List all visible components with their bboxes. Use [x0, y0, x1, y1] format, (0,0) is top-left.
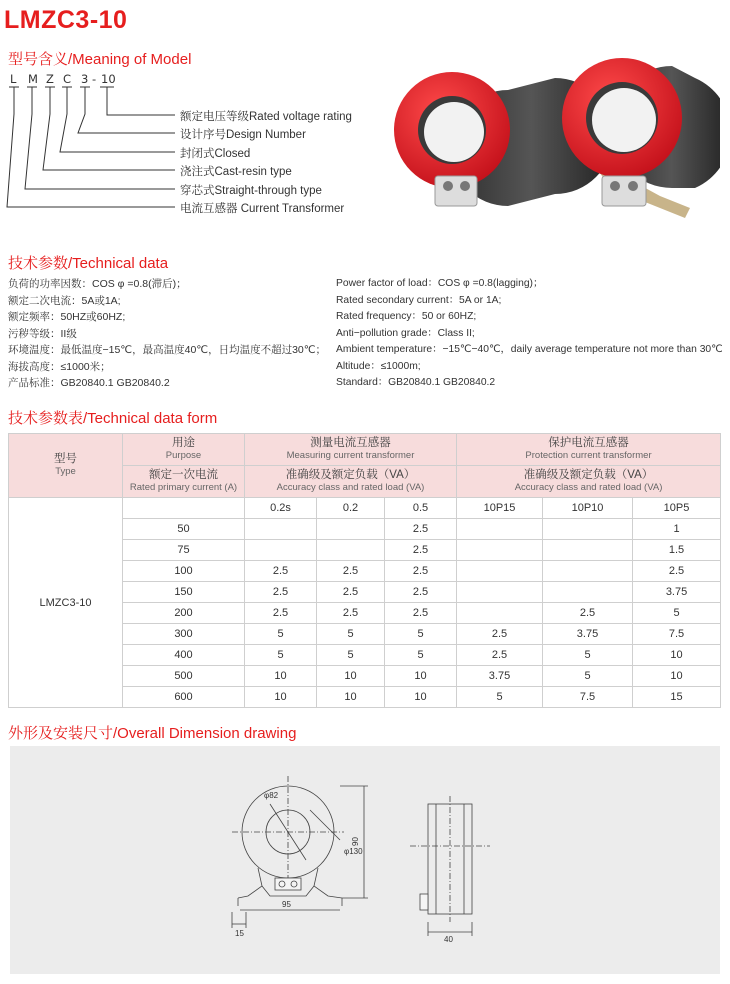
value-cell: 2.5 — [385, 561, 457, 582]
rated-header-en: Rated primary current (A) — [129, 482, 238, 493]
measuring-accuracy-header — [245, 466, 457, 498]
value-cell: 2.5 — [457, 645, 543, 666]
value-cell: 2.5 — [543, 603, 633, 624]
model-item-voltage: 额定电压等级Rated voltage rating — [180, 111, 352, 123]
value-cell: 2.5 — [457, 624, 543, 645]
purpose-header-cn: 用途 — [172, 437, 195, 449]
current-cell: 150 — [123, 582, 245, 603]
value-cell: 5 — [633, 603, 721, 624]
value-cell: 2.5 — [317, 603, 385, 624]
value-cell — [457, 603, 543, 624]
dimension-drawing-heading: 外形及安装尺寸/Overall Dimension drawing — [8, 725, 297, 742]
value-cell: 2.5 — [633, 561, 721, 582]
value-cell: 10 — [385, 666, 457, 687]
current-cell: 600 — [123, 687, 245, 708]
value-cell: 7.5 — [543, 687, 633, 708]
accuracy-header-en: Accuracy class and rated load (VA) — [276, 482, 425, 493]
model-item-cast: 浇注式Cast-resin type — [180, 166, 292, 178]
code-char: 10 — [101, 72, 116, 86]
value-cell: 10 — [245, 666, 317, 687]
protection-header — [457, 434, 721, 466]
value-cell — [457, 561, 543, 582]
value-cell: 10 — [633, 645, 721, 666]
value-cell: 10 — [633, 666, 721, 687]
page-title: LMZC3-10 — [4, 6, 128, 34]
class-header: 10P10 — [543, 498, 633, 519]
value-cell: 2.5 — [385, 519, 457, 540]
technical-data-table — [8, 433, 721, 708]
value-cell: 5 — [317, 624, 385, 645]
tech-cn-line: 额定二次电流：5A或1A; — [8, 294, 121, 307]
accuracy-header-cn: 准确级及额定负载（VA） — [523, 469, 654, 481]
accuracy-header-en: Accuracy class and rated load (VA) — [514, 482, 663, 493]
technical-form-heading: 技术参数表/Technical data form — [8, 410, 218, 427]
current-cell: 400 — [123, 645, 245, 666]
technical-data-heading: 技术参数/Technical data — [8, 255, 169, 272]
value-cell: 5 — [543, 666, 633, 687]
value-cell: 7.5 — [633, 624, 721, 645]
value-cell: 5 — [245, 645, 317, 666]
tech-en-line: Rated secondary current：5A or 1A; — [336, 294, 502, 306]
value-cell: 10 — [245, 687, 317, 708]
value-cell: 5 — [317, 645, 385, 666]
value-cell — [457, 582, 543, 603]
tech-en-line: Anti−pollution grade：Class II; — [336, 327, 475, 339]
value-cell — [245, 519, 317, 540]
dim-depth: 40 — [444, 935, 453, 944]
dimension-drawing-panel — [10, 746, 720, 974]
value-cell: 5 — [385, 624, 457, 645]
model-item-closed: 封闭式Closed — [180, 148, 251, 160]
current-cell: 300 — [123, 624, 245, 645]
value-cell — [543, 540, 633, 561]
ct-right — [562, 58, 720, 218]
code-char: - — [92, 72, 97, 86]
tech-cn-line: 额定频率：50HZ或60HZ; — [8, 311, 126, 323]
current-cell: 500 — [123, 666, 245, 687]
model-cell: LMZC3-10 — [9, 498, 123, 708]
tech-cn-line: 环境温度：最低温度−15℃，最高温度40℃，日均温度不超过30℃； — [8, 344, 327, 356]
dim-width: 95 — [282, 900, 291, 909]
rated-current-header — [123, 466, 245, 498]
tech-cn-line: 产品标准：GB20840.1 GB20840.2 — [8, 377, 170, 389]
code-char: M — [28, 72, 38, 86]
type-header-en: Type — [55, 466, 76, 477]
protection-header-cn: 保护电流互感器 — [548, 437, 629, 449]
dim-base: 15 — [235, 929, 244, 938]
code-char: 3 — [81, 72, 89, 86]
tech-en-line: Ambient temperature：−15℃−40℃，daily average temperature not more than 30℃ — [336, 344, 723, 355]
value-cell: 2.5 — [317, 582, 385, 603]
protection-header-en: Protection current transformer — [525, 450, 652, 461]
model-leader-lines — [0, 0, 200, 220]
value-cell: 2.5 — [245, 561, 317, 582]
value-cell: 5 — [543, 645, 633, 666]
value-cell — [543, 561, 633, 582]
value-cell — [317, 540, 385, 561]
purpose-header-en: Purpose — [165, 450, 202, 461]
class-header: 0.2s — [245, 498, 317, 519]
product-photo — [390, 48, 720, 238]
tech-en-line: Rated frequency：50 or 60HZ; — [336, 311, 477, 322]
type-header — [9, 434, 123, 498]
technical-data-en — [336, 276, 723, 392]
dim-height: 90 — [351, 837, 360, 846]
value-cell — [457, 519, 543, 540]
dim-outer-diameter: φ130 — [344, 847, 363, 856]
value-cell: 1.5 — [633, 540, 721, 561]
class-header: 0.5 — [385, 498, 457, 519]
current-cell: 200 — [123, 603, 245, 624]
value-cell: 3.75 — [457, 666, 543, 687]
model-item-through: 穿芯式Straight-through type — [180, 185, 322, 197]
value-cell: 10 — [385, 687, 457, 708]
value-cell: 3.75 — [633, 582, 721, 603]
class-header: 10P5 — [633, 498, 721, 519]
value-cell: 2.5 — [245, 603, 317, 624]
value-cell — [543, 519, 633, 540]
value-cell: 3.75 — [543, 624, 633, 645]
type-header-cn: 型号 — [54, 453, 77, 465]
value-cell: 2.5 — [385, 540, 457, 561]
value-cell — [457, 540, 543, 561]
measuring-header — [245, 434, 457, 466]
value-cell: 10 — [317, 687, 385, 708]
accuracy-header-cn: 准确级及额定负载（VA） — [285, 469, 416, 481]
value-cell: 5 — [385, 645, 457, 666]
current-cell: 100 — [123, 561, 245, 582]
value-cell — [317, 519, 385, 540]
rated-header-cn: 额定一次电流 — [149, 469, 218, 481]
technical-data-cn — [8, 276, 326, 392]
tech-cn-line: 污秽等级：II级 — [8, 327, 77, 340]
measuring-header-cn: 测量电流互感器 — [310, 437, 391, 449]
value-cell: 2.5 — [317, 561, 385, 582]
tech-en-line: Altitude：≤1000m; — [336, 360, 421, 372]
code-char: C — [63, 72, 72, 86]
tech-en-line: Standard：GB20840.1 GB20840.2 — [336, 377, 496, 388]
value-cell: 5 — [457, 687, 543, 708]
value-cell: 15 — [633, 687, 721, 708]
dim-inner-diameter: φ82 — [264, 791, 279, 800]
code-char: L — [10, 72, 17, 86]
value-cell: 2.5 — [385, 582, 457, 603]
measuring-header-en: Measuring current transformer — [286, 450, 415, 461]
tech-cn-line: 海拔高度：≤1000米； — [8, 360, 111, 373]
code-char: Z — [46, 72, 54, 86]
class-header: 0.2 — [317, 498, 385, 519]
value-cell — [543, 582, 633, 603]
current-cell: 75 — [123, 540, 245, 561]
value-cell: 1 — [633, 519, 721, 540]
model-meaning-heading: 型号含义/Meaning of Model — [8, 51, 192, 68]
value-cell: 2.5 — [245, 582, 317, 603]
value-cell: 10 — [317, 666, 385, 687]
current-cell — [123, 498, 245, 519]
class-header: 10P15 — [457, 498, 543, 519]
tech-en-line: Power factor of load：COS φ =0.8(lagging)； — [336, 278, 544, 289]
dimension-drawing — [10, 746, 720, 974]
value-cell — [245, 540, 317, 561]
model-item-design: 设计序号Design Number — [180, 129, 306, 141]
value-cell: 2.5 — [385, 603, 457, 624]
model-item-ct: 电流互感器 Current Transformer — [180, 203, 345, 215]
protection-accuracy-header — [457, 466, 721, 498]
current-cell: 50 — [123, 519, 245, 540]
purpose-header — [123, 434, 245, 466]
value-cell: 5 — [245, 624, 317, 645]
tech-cn-line: 负荷的功率因数：COS φ =0.8(滞后)； — [8, 278, 187, 290]
